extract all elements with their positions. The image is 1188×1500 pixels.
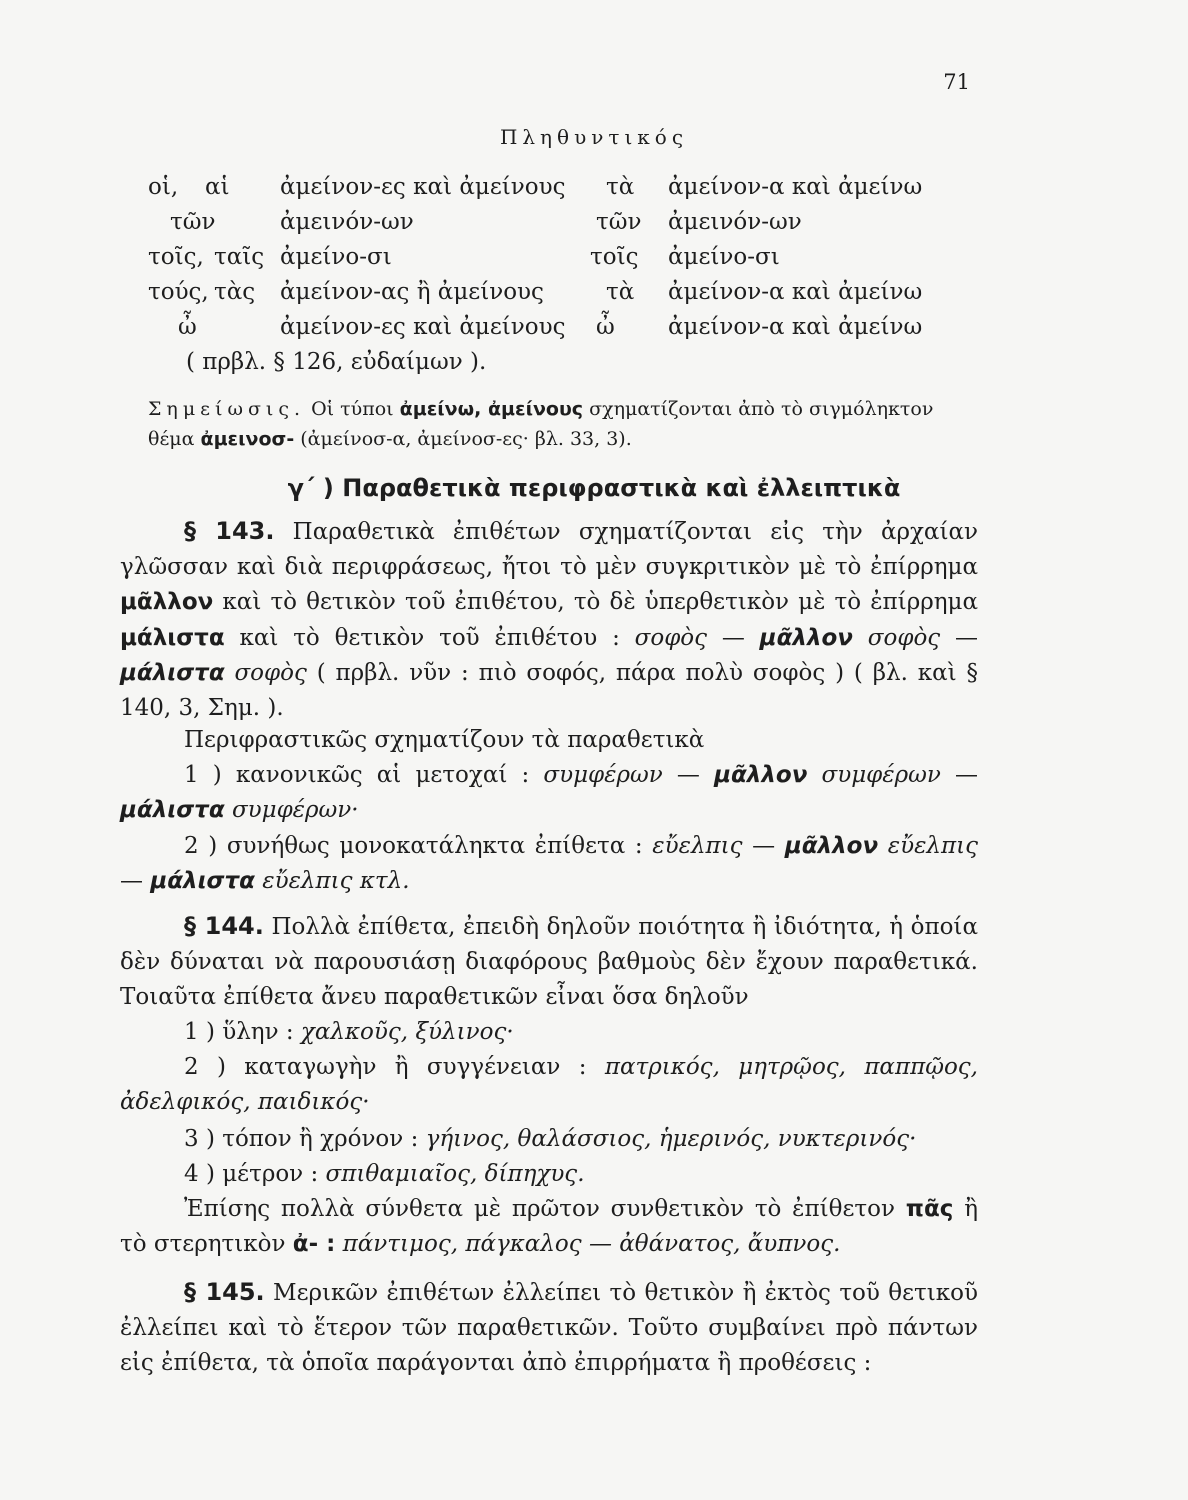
article-neut: τοῖς [590, 244, 639, 270]
section-145: § 145. Μερικῶν ἐπιθέτων ἐλλείπει τὸ θετικὸν ἢ ἐκτὸς τοῦ θετικοῦ ἐλλείπει καὶ τὸ ἕτερον τῶν παραθετικῶν. Τοῦτο συμβαίνει πρὸ πάντων εἰς ἐπίθετα, τὰ ὁποῖα παράγονται ἀπὸ ἐπιρρήματα ἢ προθέσεις : [120, 1278, 978, 1377]
article-neut: τῶν [596, 209, 642, 235]
form-neut: ἀμεινόν-ων [668, 209, 802, 235]
page-number: 71 [943, 70, 970, 94]
periphrastic-item-2: 2 ) συνήθως μονοκατάληκτα ἐπίθετα : εὔελπις — μᾶλλον εὔελπις — μάλιστα εὔελπις κτλ. [120, 833, 979, 895]
list-item: 1 ) ὕλην : χαλκοῦς, ξύλινος· [184, 1019, 514, 1045]
list-item: 4 ) μέτρον : σπιθαμιαῖος, δίπηχυς. [184, 1161, 585, 1187]
plural-heading: Πληθυντικός [499, 125, 689, 149]
section-143: § 143. Παραθετικὰ ἐπιθέτων σχηματίζονται εἰς τὴν ἀρχαίαν γλῶσσαν καὶ διὰ περιφράσεως, ἤτοι τὸ μὲν συγκριτικὸν μὲ τὸ ἐπίρρημα μᾶλλον καὶ τὸ θετικὸν τοῦ ἐπιθέτου, τὸ δὲ ὑπερθετικὸν μὲ τὸ ἐπίρρημα μάλιστα καὶ τὸ θετικὸν τοῦ ἐπιθέτου : σοφὸς — μᾶλλον σοφὸς — μάλιστα σοφὸς ( πρβλ. νῦν : πιὸ σοφός, πάρα πολὺ σοφὸς ) ( βλ. καὶ § 140, 3, Σημ. ). [120, 517, 979, 722]
article-fem: ταῖς [214, 244, 265, 270]
article-neut: τὰ [606, 174, 635, 200]
article-fem: αἱ [205, 174, 230, 200]
periphrastic-item-1: 1 ) κανονικῶς αἱ μετοχαί : συμφέρων — μᾶλλον συμφέρων — μάλιστα συμφέρων· [120, 762, 979, 824]
form-neut: ἀμείνον-α καὶ ἀμείνω [668, 314, 923, 340]
article-masc: τοῖς, [148, 244, 204, 270]
form-masc-fem: ἀμεινόν-ων [280, 209, 414, 235]
article-fem: τὰς [214, 279, 256, 305]
form-masc-fem: ἀμείνον-ες καὶ ἀμείνους [280, 314, 566, 340]
book-page: 71 Πληθυντικός οἱ, αἱ ἀμείνον-ες καὶ ἀμείνους τὰ ἀμείνον-α καὶ ἀμείνω τῶν ἀμεινόν-ων τῶν ἀμεινόν-ων τοῖς, ταῖς ἀμείνο-σι τοῖς ἀμείνο-σι τούς, τὰς ἀμείνον-ας ἢ ἀμείνους τὰ ἀμείνον-α καὶ ἀμείνω ὦ ἀμείνον-ες καὶ ἀμείνους ὦ ἀμείνον-α καὶ ἀμείνω ( πρβλ. § 126, εὐδαίμων ). Σημείωσις. Οἱ τύποι ἀμείνω, ἀμείνους σχηματίζονται ἀπὸ τὸ σιγμόληκτον θέμα ἀμεινοσ- (ἀμείνοσ-α, ἀμείνοσ-ες· βλ. 33, 3). γ΄ ) Παραθετικὰ περιφραστικὰ καὶ ἐλλειπτικὰ § 143. Παραθετικὰ ἐπιθέτων σχηματίζονται εἰς τὴν ἀρχαίαν γλῶσσαν καὶ διὰ περιφράσεως, ἤτοι τὸ μὲν συγκριτικὸν μὲ τὸ ἐπίρρημα μᾶλλον καὶ τὸ θετικὸν τοῦ ἐπιθέτου, τὸ δὲ ὑπερθετικὸν μὲ τὸ ἐπίρρημα μάλιστα καὶ τὸ θετικὸν τοῦ ἐπιθέτου : σοφὸς — μᾶλλον σοφὸς — μάλιστα σοφὸς ( πρβλ. νῦν : πιὸ σοφός, πάρα πολὺ σοφὸς ) ( βλ. καὶ § 140, 3, Σημ. ). Περιφραστικῶς σχηματίζουν τὰ παραθετικὰ 1 ) κανονικῶς αἱ μετοχαί : συμφέρων — μᾶλλον συμφέρων — μάλιστα συμφέρων· 2 ) συνήθως μονοκατάληκτα ἐπίθετα : εὔελπις — μᾶλλον εὔελπις — μάλιστα εὔελπις κτλ. § 144. Πολλὰ ἐπίθετα, ἐπειδὴ δηλοῦν ποιότητα ἢ ἰδιότητα, ἡ ὁποία δὲν δύναται νὰ παρουσιάσῃ διαφόρους βαθμοὺς δὲν ἔχουν παραθετικά. Τοιαῦτα ἐπίθετα ἄνευ παραθετικῶν εἶναι ὅσα δηλοῦν 1 ) ὕλην : χαλκοῦς, ξύλινος· 2 ) καταγωγὴν ἢ συγγένειαν : πατρικός, μητρῷος, παππῷος, ἀδελφικός, παιδικός· 3 ) τόπον ἢ χρόνον : γήινος, θαλάσσιος, ἡμερινός, νυκτερινός· 4 ) μέτρον : σπιθαμιαῖος, δίπηχυς. Ἐπίσης πολλὰ σύνθετα μὲ πρῶτον συνθετικὸν τὸ ἐπίθετον πᾶς ἢ τὸ στερητικὸν ἀ- : πάντιμος, πάγκαλος — ἀθάνατος, ἄυπνος. § 145. Μερικῶν ἐπιθέτων ἐλλείπει τὸ θετικὸν ἢ ἐκτὸς τοῦ θετικοῦ ἐλλείπει καὶ τὸ ἕτερον τῶν παραθετικῶν. Τοῦτο συμβαίνει πρὸ πάντων εἰς ἐπίθετα, τὰ ὁποῖα παράγονται ἀπὸ ἐπιρρήματα ἢ προθέσεις : [0, 0, 1188, 1500]
form-neut: ἀμείνο-σι [668, 244, 780, 270]
article-masc: ὦ [178, 314, 197, 340]
form-neut: ἀμείνον-α καὶ ἀμείνω [668, 279, 923, 305]
article-masc: οἱ, [148, 174, 179, 200]
article-masc: τῶν [170, 209, 216, 235]
form-masc-fem: ἀμείνο-σι [280, 244, 392, 270]
periphrastic-intro: Περιφραστικῶς σχηματίζουν τὰ παραθετικὰ [184, 727, 705, 753]
form-masc-fem: ἀμείνον-ες καὶ ἀμείνους [280, 174, 566, 200]
composites-paragraph: Ἐπίσης πολλὰ σύνθετα μὲ πρῶτον συνθετικὸν τὸ ἐπίθετον πᾶς ἢ τὸ στερητικὸν ἀ- : πάντιμος, πάγκαλος — ἀθάνατος, ἄυπνος. [120, 1196, 978, 1258]
list-item: 2 ) καταγωγὴν ἢ συγγένειαν : πατρικός, μητρῷος, παππῷος, ἀδελφικός, παιδικός· [120, 1054, 978, 1116]
article-neut: τὰ [606, 279, 635, 305]
form-masc-fem: ἀμείνον-ας ἢ ἀμείνους [280, 279, 544, 305]
section-title: γ΄ ) Παραθετικὰ περιφραστικὰ καὶ ἐλλειπτικὰ [287, 474, 901, 502]
section-144: § 144. Πολλὰ ἐπίθετα, ἐπειδὴ δηλοῦν ποιότητα ἢ ἰδιότητα, ἡ ὁποία δὲν δύναται νὰ παρουσιάσῃ διαφόρους βαθμοὺς δὲν ἔχουν παραθετικά. Τοιαῦτα ἐπίθετα ἄνευ παραθετικῶν εἶναι ὅσα δηλοῦν [120, 912, 978, 1011]
note-paragraph: Σημείωσις. Οἱ τύποι ἀμείνω, ἀμείνους σχηματίζονται ἀπὸ τὸ σιγμόληκτον θέμα ἀμεινοσ- (ἀμείνοσ-α, ἀμείνοσ-ες· βλ. 33, 3). [148, 398, 934, 450]
list-item: 3 ) τόπον ἢ χρόνον : γήινος, θαλάσσιος, ἡμερινός, νυκτερινός· [184, 1126, 917, 1152]
form-neut: ἀμείνον-α καὶ ἀμείνω [668, 174, 923, 200]
article-neut: ὦ [596, 314, 615, 340]
article-masc: τούς, [148, 279, 209, 305]
